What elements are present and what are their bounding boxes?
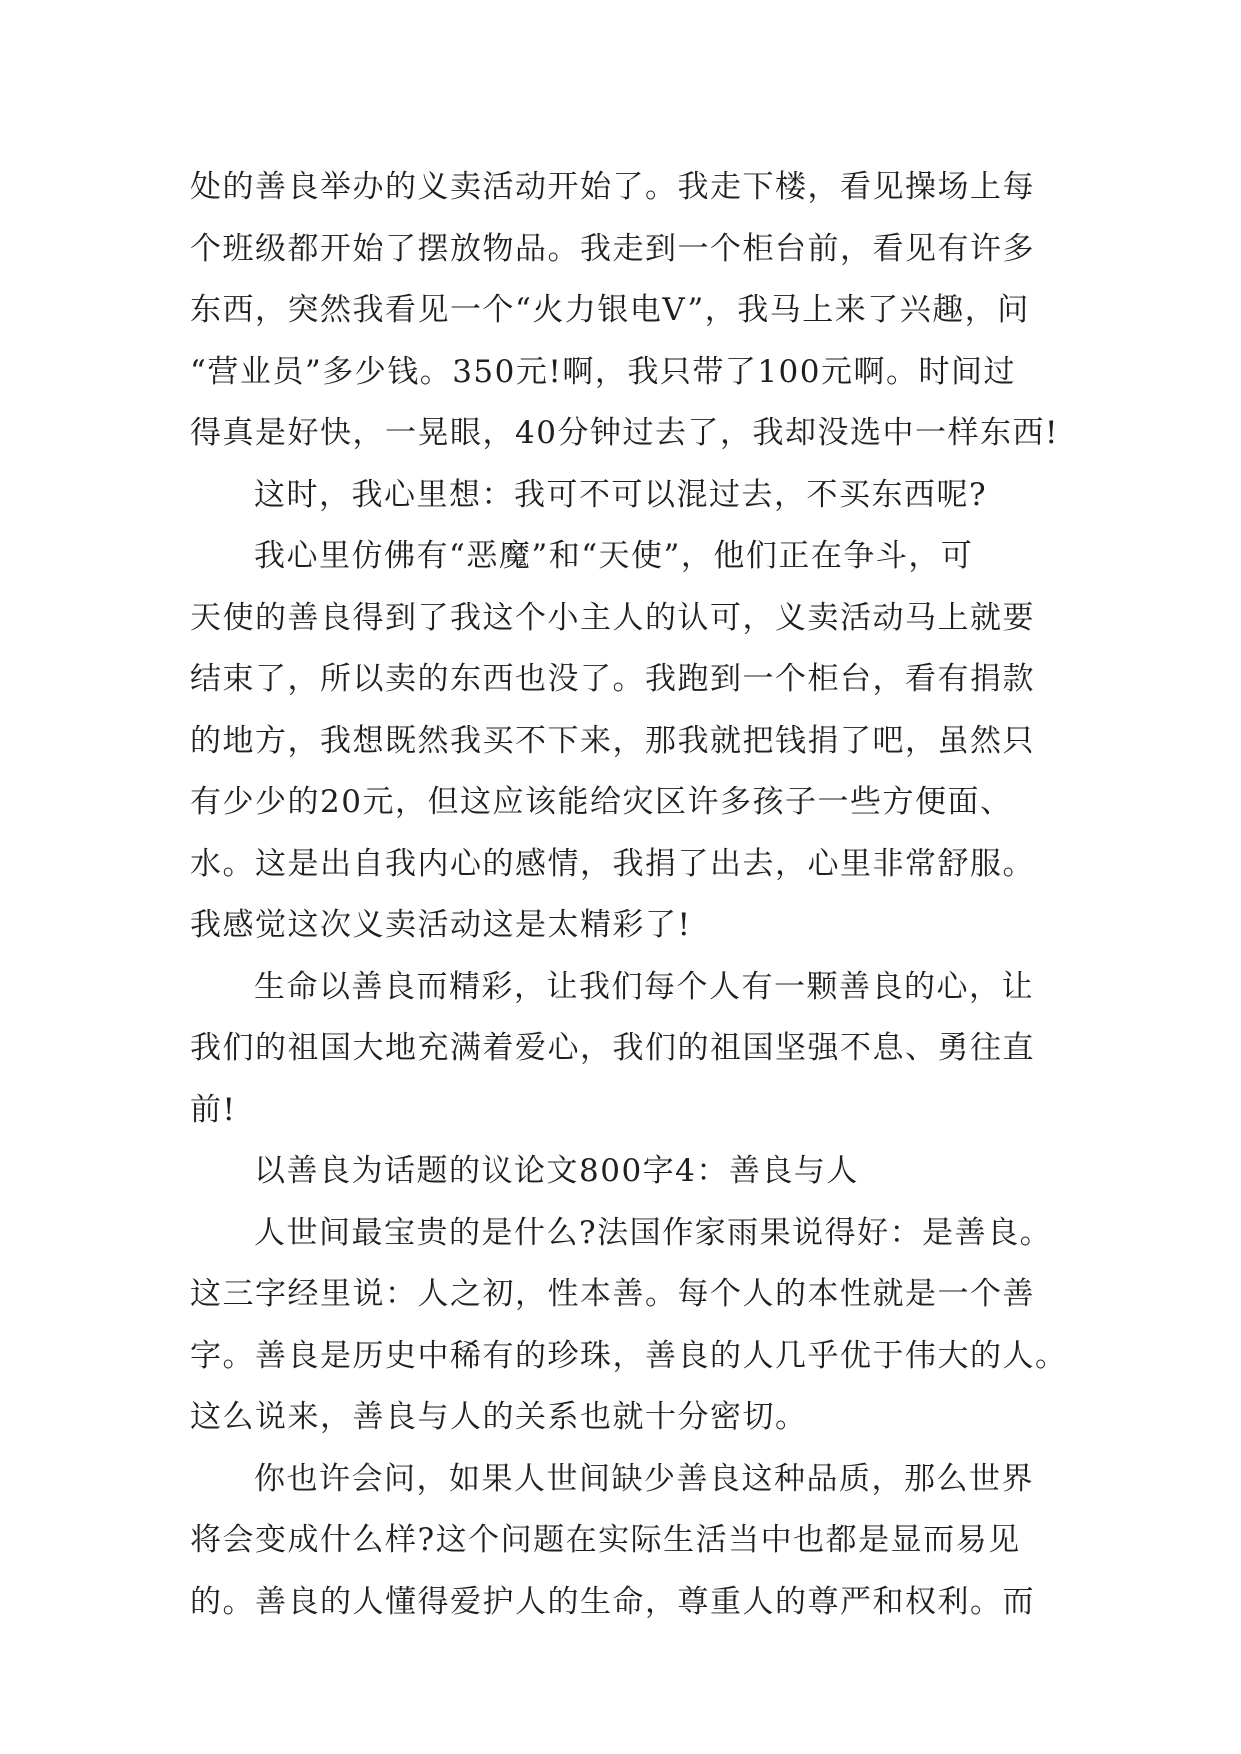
text-line: 有少少的20元，但这应该能给灾区许多孩子一些方便面、 bbox=[190, 784, 1013, 820]
text-line: 生命以善良而精彩，让我们每个人有一颗善良的心，让 bbox=[254, 968, 1034, 1005]
text-line: 我心里仿佛有“恶魔”和“天使”，他们正在争斗，可 bbox=[254, 538, 974, 574]
text-line: 前! bbox=[190, 1091, 237, 1128]
text-line: 个班级都开始了摆放物品。我走到一个柜台前，看见有许多 bbox=[190, 230, 1035, 267]
text-line: 这么说来，善良与人的关系也就十分密切。 bbox=[190, 1399, 808, 1435]
text-line: 这时，我心里想：我可不可以混过去，不买东西呢? bbox=[254, 476, 988, 513]
text-line: 得真是好快，一晃眼，40分钟过去了，我却没选中一样东西! bbox=[190, 415, 1059, 451]
text-line: 天使的善良得到了我这个小主人的认可，义卖活动马上就要 bbox=[190, 599, 1035, 636]
text-line: 你也许会问，如果人世间缺少善良这种品质，那么世界 bbox=[254, 1460, 1034, 1497]
text-line: 结束了，所以卖的东西也没了。我跑到一个柜台，看有捐款 bbox=[190, 661, 1035, 697]
text-line: 的。善良的人懂得爱护人的生命，尊重人的尊严和权利。而 bbox=[190, 1583, 1035, 1620]
text-line: “营业员”多少钱。350元!啊，我只带了100元啊。时间过 bbox=[190, 353, 1016, 390]
text-line: 将会变成什么样?这个问题在实际生活当中也都是显而易见 bbox=[190, 1522, 1021, 1558]
text-line: 字。善良是历史中稀有的珍珠，善良的人几乎优于伟大的人。 bbox=[190, 1337, 1068, 1374]
document-body bbox=[190, 157, 1068, 1633]
text-line: 水。这是出自我内心的感情，我捐了出去，心里非常舒服。 bbox=[190, 845, 1035, 882]
text-line: 东西，突然我看见一个“火力银电V”，我马上来了兴趣，问 bbox=[190, 292, 1030, 328]
text-line: 处的善良举办的义卖活动开始了。我走下楼，看见操场上每 bbox=[190, 169, 1035, 205]
text-line: 我感觉这次义卖活动这是太精彩了! bbox=[190, 907, 692, 943]
text-line: 的地方，我想既然我买不下来，那我就把钱捐了吧，虽然只 bbox=[190, 722, 1035, 759]
text-line: 以善良为话题的议论文800字4：善良与人 bbox=[254, 1153, 859, 1189]
text-line: 人世间最宝贵的是什么?法国作家雨果说得好：是善良。 bbox=[254, 1214, 1053, 1251]
text-line: 这三字经里说：人之初，性本善。每个人的本性就是一个善 bbox=[190, 1276, 1035, 1312]
text-line: 我们的祖国大地充满着爱心，我们的祖国坚强不息、勇往直 bbox=[190, 1030, 1035, 1066]
